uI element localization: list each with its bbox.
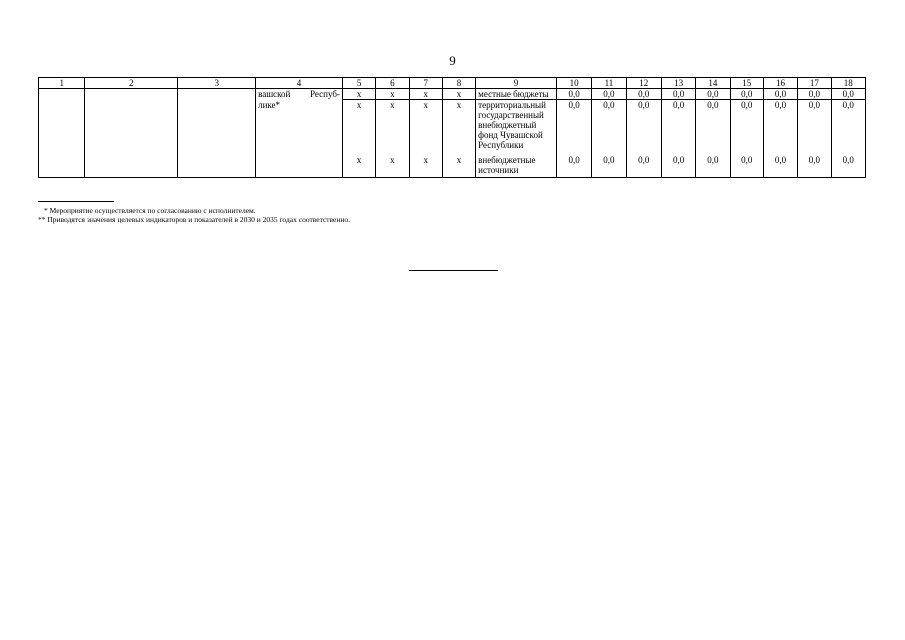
table-cell-value: 0,0 [592,89,626,100]
table-cell-value: 0,0 [730,100,763,156]
table-cell-mark: x [442,89,475,100]
column-header: 9 [476,78,557,89]
table-cell-mark: x [342,100,375,156]
funding-source: местные бюджеты [476,89,557,100]
table-cell-value: 0,0 [730,89,763,100]
table-cell-mark: x [376,100,409,156]
column-header: 3 [178,78,256,89]
column-header: 16 [763,78,797,89]
event-name-line1: вашской Респуб- [256,89,343,100]
program-table [38,77,866,178]
table-cell-value: 0,0 [592,100,626,156]
table-cell-value: 0,0 [696,89,730,100]
table-cell-value: 0,0 [661,89,695,100]
column-header: 13 [661,78,695,89]
table-cell-mark: x [442,155,475,178]
column-header: 6 [376,78,409,89]
table-cell-mark: x [409,89,442,100]
column-header: 7 [409,78,442,89]
table-cell-value: 0,0 [556,155,591,178]
table-cell-value: 0,0 [831,89,865,100]
column-header: 14 [696,78,730,89]
funding-source: территориальный государственный внебюджетный фонд Чувашской Республики [476,100,557,156]
footnote-1: * Мероприятие осуществляется по согласованию с исполнителем. [44,206,256,215]
table-cell-value: 0,0 [798,100,831,156]
table-cell-value: 0,0 [661,100,695,156]
table-cell-value: 0,0 [626,100,661,156]
column-header: 1 [39,78,85,89]
footnote-2: ** Приводятся значения целевых индикаторов и показателей в 2030 и 2035 годах соответственно. [38,215,351,224]
table-cell-value: 0,0 [661,155,695,178]
table-cell-value: 0,0 [696,155,730,178]
table-cell-value: 0,0 [763,89,797,100]
column-header: 4 [256,78,343,89]
column-header: 8 [442,78,475,89]
column-header: 10 [556,78,591,89]
funding-source: внебюджетные источники [476,155,557,178]
page-number: 9 [449,53,456,68]
table-cell-mark: x [409,100,442,156]
table-cell-mark: x [409,155,442,178]
table-cell-mark: x [342,89,375,100]
table-cell-value: 0,0 [763,100,797,156]
column-header: 18 [831,78,865,89]
table-cell-value: 0,0 [831,100,865,156]
table-cell-value: 0,0 [592,155,626,178]
column-header: 12 [626,78,661,89]
column-header: 2 [85,78,178,89]
table-cell-value: 0,0 [626,155,661,178]
table-cell-value: 0,0 [798,89,831,100]
table-cell-value: 0,0 [763,155,797,178]
table-cell-col3 [178,89,256,178]
table-row [39,89,866,100]
table-cell-value: 0,0 [831,155,865,178]
table-cell-value: 0,0 [730,155,763,178]
event-name-line2: лике* [256,100,343,178]
table-cell-mark: x [342,155,375,178]
table-cell-value: 0,0 [696,100,730,156]
table-cell-value: 0,0 [556,100,591,156]
footnote-separator [38,201,114,202]
column-header: 5 [342,78,375,89]
table-cell-value: 0,0 [626,89,661,100]
table-cell-mark: x [442,100,475,156]
table-cell-col1 [39,89,85,178]
table-cell-value: 0,0 [798,155,831,178]
table-cell-mark: x [376,155,409,178]
column-header: 11 [592,78,626,89]
column-header: 15 [730,78,763,89]
table-header-row [39,78,866,89]
table-cell-value: 0,0 [556,89,591,100]
table-cell-col2 [85,89,178,178]
end-separator [409,270,498,271]
column-header: 17 [798,78,831,89]
table-cell-mark: x [376,89,409,100]
